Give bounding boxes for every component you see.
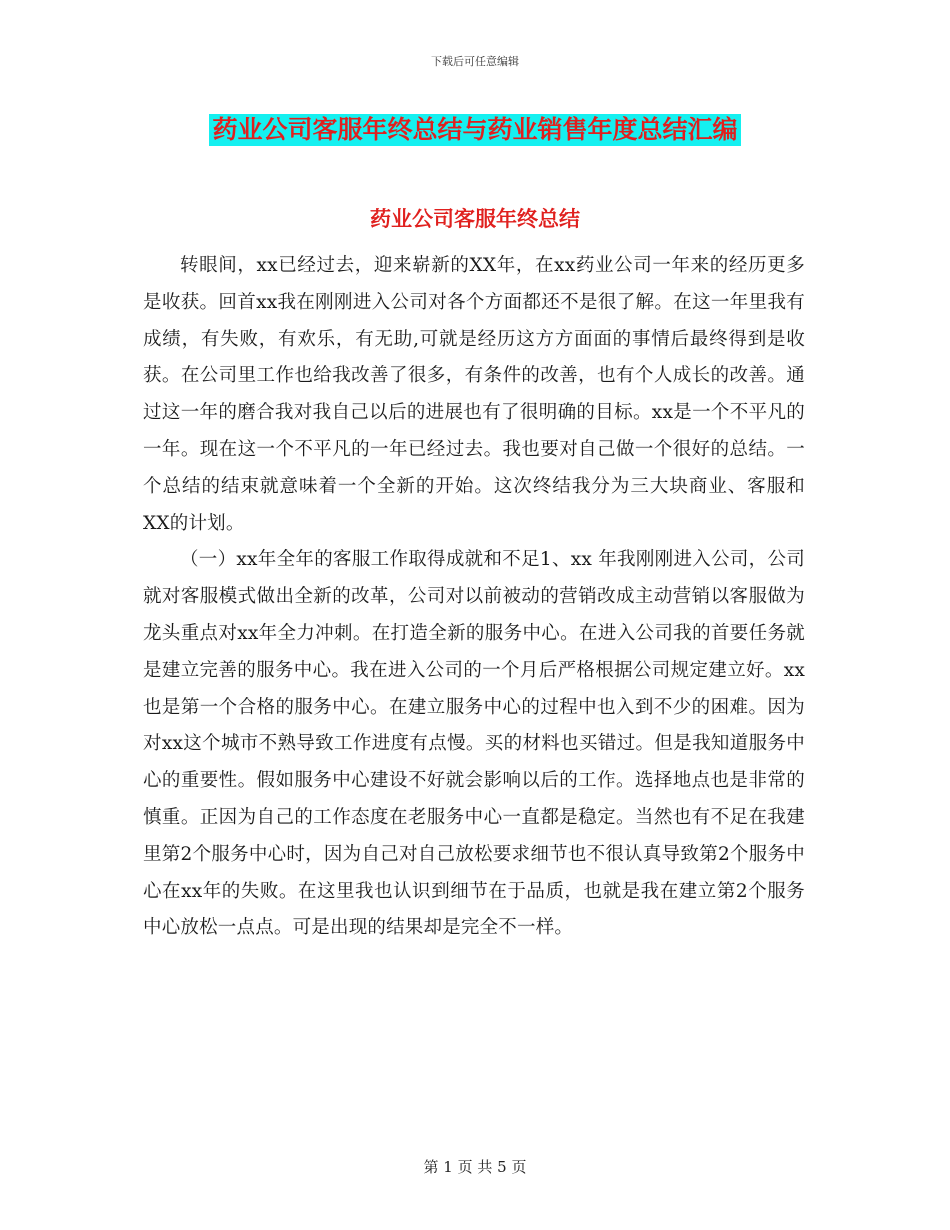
download-note: 下载后可任意编辑 <box>431 55 519 68</box>
page-number: 第 1 页 共 5 页 <box>423 1158 527 1176</box>
document-body <box>143 248 805 947</box>
section-title: 药业公司客服年终总结 <box>370 207 580 231</box>
main-title: 药业公司客服年终总结与药业销售年度总结汇编 <box>209 114 740 146</box>
paragraph-achievements: （一）xx年全年的客服工作取得成就和不足1、xx 年我刚刚进入公司，公司就对客服模式做出全新的改革，公司对以前被动的营销改成主动营销以客服做为龙头重点对xx年全力冲刺。在打造全新的服务中心。在进入公司我的首要任务就是建立完善的服务中心。我在进入公司的一个月后严格根据公司规定建立好。xx也是第一个合格的服务中心。在建立服务中心的过程中也入到不少的困难。因为对xx这个城市不熟导致工作进度有点慢。买的材料也买错过。但是我知道服务中心的重要性。假如服务中心建设不好就会影响以后的工作。选择地点也是非常的慎重。正因为自己的工作态度在老服务中心一直都是稳定。当然也有不足在我建里第2个服务中心时，因为自己对自己放松要求细节也不很认真导致第2个服务中心在xx年的失败。在这里我也认识到细节在于品质，也就是我在建立第2个服务中心放松一点点。可是出现的结果却是完全不一样。 <box>143 549 805 939</box>
main-title-container <box>0 114 950 146</box>
paragraph-intro: 转眼间，xx已经过去，迎来崭新的XX年，在xx药业公司一年来的经历更多是收获。回首xx我在刚刚进入公司对各个方面都还不是很了解。在这一年里我有成绩，有失败，有欢乐，有无助,可就是经历这方方面面的事情后最终得到是收获。在公司里工作也给我改善了很多，有条件的改善，也有个人成长的改善。通过这一年的磨合我对我自己以后的进展也有了很明确的目标。xx是一个不平凡的一年。现在这一个不平凡的一年已经过去。我也要对自己做一个很好的总结。一个总结的结束就意味着一个全新的开始。这次终结我分为三大块商业、客服和XX的计划。 <box>143 255 805 534</box>
